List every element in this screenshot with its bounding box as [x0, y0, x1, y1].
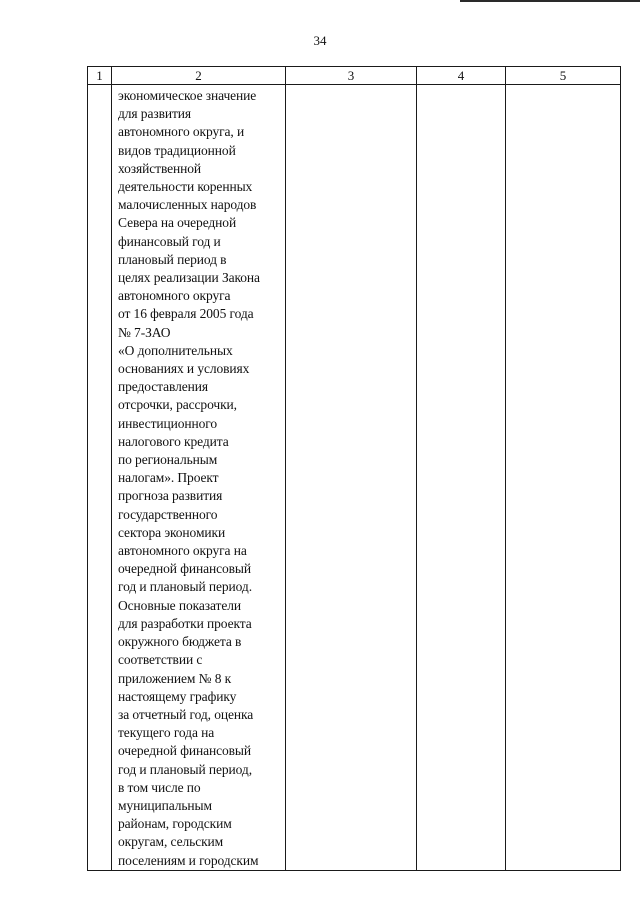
text-line: год и плановый период.: [118, 579, 252, 595]
text-line: налогам». Проект: [118, 470, 219, 486]
cell-col-4: [417, 85, 506, 871]
text-line: от 16 февраля 2005 года: [118, 306, 254, 322]
page-number: 34: [313, 33, 327, 48]
text-line: хозяйственной: [118, 160, 202, 176]
text-line: «О дополнительных: [118, 342, 233, 358]
text-line: автономного округа, и: [118, 124, 245, 140]
cell-col-2: [112, 85, 286, 871]
text-line: плановый период в: [118, 251, 227, 267]
column-2-text: [112, 85, 285, 870]
text-line: Севера на очередной: [118, 215, 237, 231]
text-line: районам, городским: [118, 816, 232, 832]
text-line: сектора экономики: [118, 524, 226, 540]
text-line: автономного округа на: [118, 543, 247, 559]
text-line: соответствии с: [118, 652, 203, 668]
text-line: текущего года на: [118, 725, 215, 741]
text-line: по региональным: [118, 452, 218, 468]
text-line: государственного: [118, 506, 218, 522]
text-line: в том числе по: [118, 779, 201, 795]
text-line: поселениям и городским: [118, 852, 259, 868]
header-col-2: 2: [112, 67, 286, 85]
top-rule: [460, 0, 640, 2]
text-line: финансовый год и: [118, 233, 221, 249]
text-line: № 7-ЗАО: [118, 324, 171, 340]
text-line: видов традиционной: [118, 142, 236, 158]
text-line: малочисленных народов: [118, 197, 257, 213]
text-line: очередной финансовый: [118, 743, 252, 759]
text-line: для развития: [118, 106, 191, 122]
text-line: для разработки проекта: [118, 615, 252, 631]
text-line: муниципальным: [118, 797, 212, 813]
cell-col-5: [506, 85, 621, 871]
text-line: отсрочки, рассрочки,: [118, 397, 237, 413]
text-line: за отчетный год, оценка: [118, 706, 254, 722]
text-line: очередной финансовый: [118, 561, 252, 577]
header-col-4: 4: [417, 67, 506, 85]
cell-col-3: [286, 85, 417, 871]
header-col-3: 3: [286, 67, 417, 85]
text-line: налогового кредита: [118, 433, 229, 449]
table-body-row: [88, 85, 621, 871]
text-line: инвестиционного: [118, 415, 218, 431]
text-line: экономическое значение: [118, 88, 257, 103]
text-line: Основные показатели: [118, 597, 242, 613]
text-line: деятельности коренных: [118, 179, 253, 195]
document-table: [87, 66, 621, 871]
text-line: прогноза развития: [118, 488, 223, 504]
text-line: основаниях и условиях: [118, 361, 250, 377]
cell-col-1: [88, 85, 112, 871]
header-col-1: 1: [88, 67, 112, 85]
text-line: настоящему графику: [118, 688, 237, 704]
header-col-5: 5: [506, 67, 621, 85]
table-header-row: [88, 67, 621, 85]
text-line: приложением № 8 к: [118, 670, 232, 686]
text-line: окружного бюджета в: [118, 634, 242, 650]
text-line: округам, сельским: [118, 834, 224, 850]
text-line: предоставления: [118, 379, 208, 395]
text-line: автономного округа: [118, 288, 231, 304]
text-line: целях реализации Закона: [118, 270, 260, 286]
text-line: год и плановый период,: [118, 761, 252, 777]
